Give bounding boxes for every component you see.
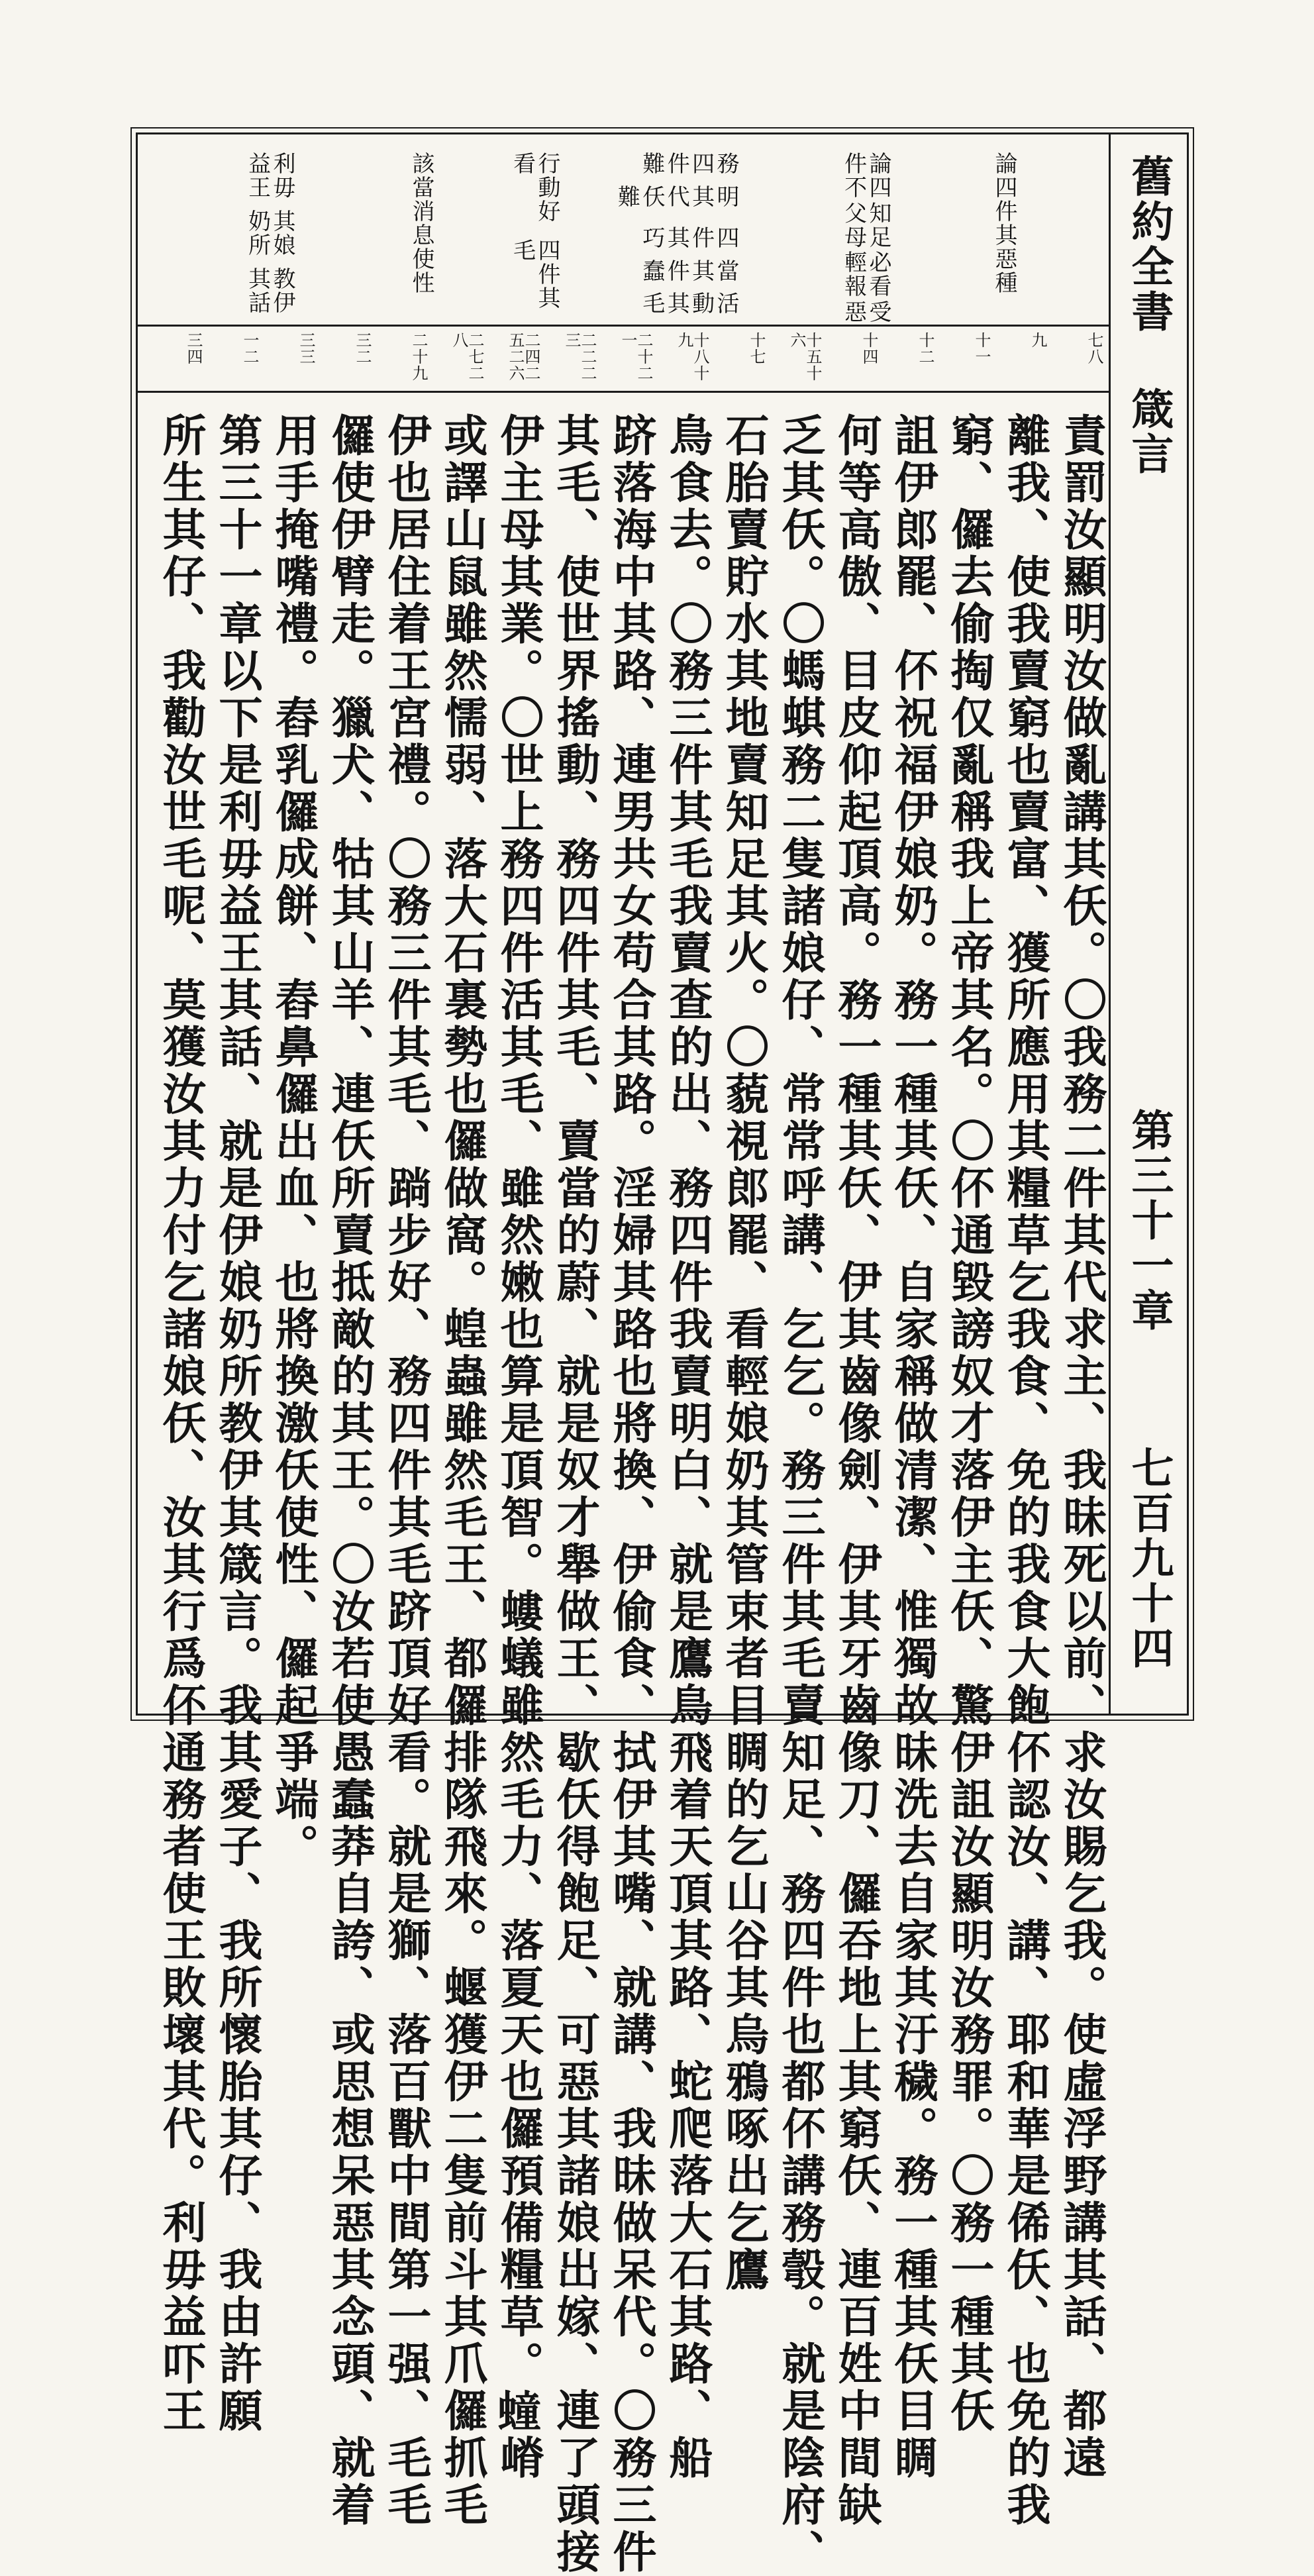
annotation-group xyxy=(991,152,1016,295)
text-column: 伊也居住着王宮禮。〇務三件其毛、䠀步好、務四件其毛跻頂好看。就是獅、落百獸中間第一强、毛毛 xyxy=(380,413,432,2529)
text-column: 儸使伊臂走。獵犬、牯其山羊、連仸所賣抵敵的其王。〇汝若使愚蠢莽自誇、或思想呆惡其念頭、就着 xyxy=(324,413,376,2529)
annotation-line: 教伊其話 xyxy=(244,267,295,315)
text-column: 離我、使我賣窮也賣富、獲所應用其糧草乞我食、免的我食大飽伓認汝、講、耶和華是俙仸、也免的我 xyxy=(999,413,1051,2529)
book-title: 舊約全書 箴言 xyxy=(1124,154,1174,477)
text-column: 所生其仔、我勸汝世毛呢、莫獲汝其力付乞諸娘仸、汝其行爲伓通務者使王敗壞其代。利毋益吓王 xyxy=(155,413,207,2435)
verse-number: 九 xyxy=(1029,332,1047,348)
annotation-line: 該當消息 xyxy=(408,152,434,247)
annotation-line: 知足父母 xyxy=(840,201,891,249)
verse-number: 十七 xyxy=(747,332,766,365)
verse-number: 二四二五二六 xyxy=(506,332,540,382)
annotation-group xyxy=(409,152,433,295)
verse-number: 三二 xyxy=(353,332,372,365)
verse-number: 十四 xyxy=(860,332,878,365)
verse-number: 二十九 xyxy=(409,332,428,382)
text-column: 何等高傲、目皮仰起頂高。務一種其仸、伊其齒像劍、伊其牙齒像刀、儸吞地上其窮仸、連百姓中間缺 xyxy=(831,413,882,2529)
annotation-line: 利毋益王 xyxy=(244,152,295,199)
page-header xyxy=(1109,134,1187,1714)
page-frame xyxy=(136,132,1189,2576)
text-column: 責罰汝顯明汝做亂講其仸。〇我務二件其代求主、我昧死以前、求汝賜乞我。使虛浮野講其話、都遠 xyxy=(1056,413,1107,2482)
annotation-line: 行動好看 xyxy=(509,152,560,223)
verse-number: 十一 xyxy=(972,332,991,365)
text-body xyxy=(138,394,1109,2576)
verse-number: 一二 xyxy=(240,332,259,365)
verse-number: 二七二八 xyxy=(450,332,484,382)
annotation-band xyxy=(138,134,1109,327)
text-column: 鳥食去。〇務三件其毛我賣查的出、務四件我賣明白、就是鷹鳥飛着天頂其路、蛇爬落大石其路、船 xyxy=(662,413,713,2482)
chapter-label: 第三十一章 xyxy=(1124,1108,1174,1333)
text-column: 跻落海中其路、連男共女苟合其路。淫婦其路也將換、伊偷食、拭伊其嘴、就講、我昧做呆代。〇務三件 xyxy=(605,413,657,2576)
annotation-line: 論四件不 xyxy=(840,152,891,199)
annotation-line: 使性 xyxy=(408,247,434,295)
verse-number-band xyxy=(138,327,1109,393)
verse-number: 三三 xyxy=(297,332,315,365)
text-column: 或譯山鼠雖然懦弱、落大石裏勢也儸做窩。蝗蟲雖然毛王、都儸排隊飛來。蝘獲伊二隻前斗其爪儸抓毛 xyxy=(436,413,488,2529)
annotation-line: 惡種 xyxy=(991,247,1017,295)
text-column: 乏其仸。〇螞蜞務二隻諸娘仔、常常呼講、乞乞。務三件其毛賣知足、務四件也都伓講務彀。就是陰府、 xyxy=(774,413,826,2576)
text-column: 其毛、使世界搖動、務四件其毛、賣當的蔚、就是奴才舉做王、歇仸得飽足、可惡其諸娘出嫁、連了頭接 xyxy=(549,413,601,2576)
page-number: 七百九十四 xyxy=(1124,1446,1174,1671)
annotation-line: 必看輕報 xyxy=(840,250,891,299)
verse-number: 十五十六 xyxy=(787,332,822,382)
annotation-line: 論四件其 xyxy=(991,152,1017,247)
text-column: 用手掩嘴禮。舂乳儸成餅、舂鼻儸出血、也將換激仸使性、儸起爭端。 xyxy=(268,413,319,1871)
annotation-group xyxy=(509,152,559,325)
verse-number: 七八 xyxy=(1085,332,1103,365)
verse-number: 十八十九 xyxy=(675,332,709,382)
verse-number: 三四 xyxy=(184,332,203,365)
text-column: 窮、儸去偷掏仅亂稱我上帝其名。〇伓通毀謗奴才落伊主仸、驚伊詛汝顯明汝務罪。〇務一種其仸 xyxy=(943,413,995,2435)
annotation-group xyxy=(244,152,294,325)
annotation-line: 活動其毛 xyxy=(638,291,739,316)
text-column: 第三十一章以下是利毋益王其話、就是伊娘奶所教伊其箴言。我其愛子、我所懷胎其仔、我由許願 xyxy=(211,413,263,2435)
annotation-line: 其娘奶所 xyxy=(244,209,295,257)
text-column: 伊主母其業。〇世上務四件活其毛、雖然嫩也算是頂智。螻蟻雖然毛力、落夏天也儸預備糧草。𧑆嵴 xyxy=(493,413,544,2482)
annotation-line: 明其代仸難 xyxy=(613,184,739,209)
annotation-group xyxy=(614,152,738,325)
annotation-line: 務四件難 xyxy=(638,152,739,176)
annotation-line: 四件其毛 xyxy=(509,238,560,310)
annotation-line: 受惡 xyxy=(840,299,891,324)
text-column: 詛伊郎罷、伓祝福伊娘奶。務一種其仸、自家稱做清潔、惟獨故昧洗去自家其汙穢。務一種其仸目睭 xyxy=(887,413,938,2482)
text-column: 石胎賣貯水其地賣知足其火。〇藐視郎罷、看輕娘奶其管束者目睭的乞山谷其烏鴉啄出乞鷹 xyxy=(718,413,770,2294)
verse-number: 二二二三 xyxy=(562,332,597,382)
annotation-line: 當其件蠢 xyxy=(638,258,739,283)
annotation-line: 四件其巧 xyxy=(638,225,739,250)
verse-number: 十二 xyxy=(916,332,935,365)
verse-number: 二十二一 xyxy=(619,332,653,382)
annotation-group xyxy=(840,152,890,325)
